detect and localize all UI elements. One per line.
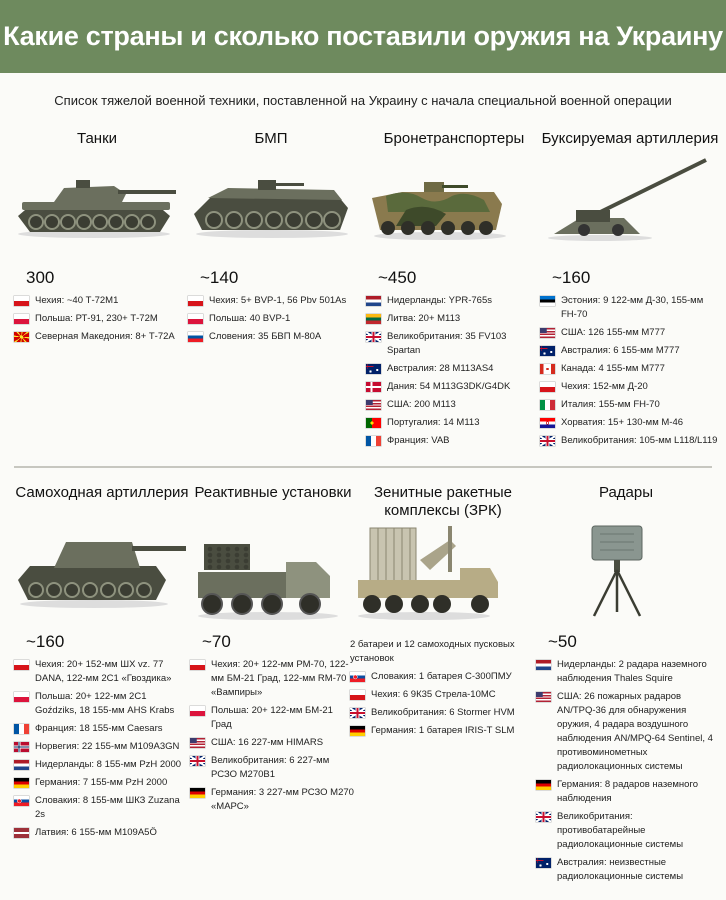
germany-flag — [190, 788, 205, 798]
radar-icon — [536, 520, 716, 626]
entry-text: Италия: 155-мм FH-70 — [561, 399, 660, 410]
page-title: Какие страны и сколько поставили оружия на Украину — [3, 21, 723, 51]
list-item — [366, 416, 542, 430]
list-item — [190, 704, 356, 732]
usa-flag — [190, 738, 205, 748]
howitzer-icon — [540, 152, 720, 262]
entry-text: Хорватия: 15+ 130-мм М-46 — [561, 417, 684, 428]
poland-flag — [188, 314, 203, 324]
page-subtitle: Список тяжелой военной техники, поставленной на Украину с начала специальной военной операции — [54, 93, 672, 108]
uk-flag — [350, 708, 365, 718]
germany-flag — [14, 778, 29, 788]
list-item — [190, 786, 356, 814]
list-item — [366, 312, 542, 326]
poland-flag — [14, 314, 29, 324]
estonia-flag — [540, 296, 555, 306]
entry-text: Австралия: 28 M113AS4 — [387, 363, 494, 374]
list-item — [14, 826, 190, 840]
country-list — [540, 294, 720, 448]
list-item — [350, 724, 536, 738]
entry-text: Латвия: 6 155-мм M109A5Ö — [35, 827, 157, 838]
list-item — [14, 658, 190, 686]
entry-text: Канада: 4 155-мм M777 — [561, 363, 665, 374]
entry-text: Германия: 1 батарея IRIS-T SLM — [371, 725, 515, 736]
category-radar — [536, 484, 716, 888]
entry-text: Словакия: 8 155-мм ШКЗ Zuzana 2s — [35, 795, 180, 820]
italy-flag — [540, 400, 555, 410]
czech-flag — [14, 660, 29, 670]
canada-flag — [540, 364, 555, 374]
entry-text: Чехия: 20+ 122-мм РМ-70, 122-мм БМ-21 Град, 122-мм RM-70 «Вампиры» — [211, 659, 349, 698]
australia-flag — [540, 346, 555, 356]
category-tanks — [14, 130, 180, 348]
portugal-flag — [366, 418, 381, 428]
france-flag — [366, 436, 381, 446]
uk-flag — [190, 756, 205, 766]
list-item — [540, 344, 720, 358]
list-item — [540, 380, 720, 394]
entry-text: США: 26 пожарных радаров AN/TPQ-36 для обнаружения оружия, 4 радара воздушного наблюдения AN/MPQ-64 Sentinel, 4 противоминометных радиолокационных системы — [557, 691, 713, 772]
netherlands-flag — [536, 660, 551, 670]
list-item — [366, 398, 542, 412]
category-count: ~450 — [378, 268, 417, 287]
list-item — [188, 294, 354, 308]
entry-text: Литва: 20+ М113 — [387, 313, 461, 324]
section-divider — [14, 466, 712, 468]
uk-flag — [540, 436, 555, 446]
list-item — [14, 740, 190, 754]
entry-text: Франция: 18 155-мм Caesars — [35, 723, 163, 734]
entry-text: США: 126 155-мм M777 — [561, 327, 666, 338]
entry-text: Дания: 54 M113G3DK/G4DK — [387, 381, 511, 392]
category-spa — [14, 484, 190, 844]
uk-flag — [536, 812, 551, 822]
czech-flag — [350, 690, 365, 700]
ifv-icon — [188, 152, 354, 262]
country-list — [14, 658, 190, 840]
category-ifv — [188, 130, 354, 348]
country-list — [366, 294, 542, 448]
entry-text: Польша: РТ-91, 230+ Т-72М — [35, 313, 158, 324]
list-item — [188, 312, 354, 326]
entry-text: Австралия: 6 155-мм М777 — [561, 345, 680, 356]
list-item — [366, 434, 542, 448]
entry-text: Португалия: 14 M113 — [387, 417, 480, 428]
entry-text: Великобритания: 6 Stormer HVM — [371, 707, 515, 718]
entry-text: Северная Македония: 8+ Т-72А — [35, 331, 175, 342]
country-list — [14, 294, 180, 344]
macedonia-flag — [14, 332, 29, 342]
list-item — [540, 294, 720, 322]
entry-text: Великобритания: 6 227-мм РСЗО M270B1 — [211, 755, 330, 780]
uk-flag — [366, 332, 381, 342]
entry-text: Германия: 8 радаров наземного наблюдения — [557, 779, 698, 804]
entry-text: Норвегия: 22 155-мм M109A3GN — [35, 741, 180, 752]
list-item — [540, 398, 720, 412]
list-item — [536, 690, 716, 774]
germany-flag — [536, 780, 551, 790]
list-item — [188, 330, 354, 344]
entry-text: Польша: 20+ 122-мм 2С1 Goździks, 18 155-мм AHS Krabs — [35, 691, 175, 716]
list-item — [190, 736, 356, 750]
entry-text: Чехия: ~40 Т-72М1 — [35, 295, 119, 306]
category-towed — [540, 130, 720, 452]
list-item — [350, 670, 536, 684]
category-title: Реактивные установки — [194, 484, 352, 501]
list-item — [540, 362, 720, 376]
poland-flag — [190, 706, 205, 716]
title-bar — [0, 0, 726, 73]
list-item — [536, 856, 716, 884]
category-count: ~70 — [202, 632, 231, 651]
list-item — [540, 416, 720, 430]
usa-flag — [540, 328, 555, 338]
category-count: ~140 — [200, 268, 239, 287]
category-count: ~160 — [26, 632, 65, 651]
slovenia-flag — [188, 332, 203, 342]
list-item — [190, 754, 356, 782]
czech-flag — [14, 296, 29, 306]
entry-text: США: 16 227-мм HIMARS — [211, 737, 324, 748]
country-list — [536, 658, 716, 884]
france-flag — [14, 724, 29, 734]
czech-flag — [190, 660, 205, 670]
entry-text: Нидерланды: 2 радара наземного наблюдения Thales Squire — [557, 659, 707, 684]
australia-flag — [536, 858, 551, 868]
entry-text: США: 200 М113 — [387, 399, 456, 410]
entry-text: Нидерланды: 8 155-мм PzH 2000 — [35, 759, 182, 770]
czech-flag — [540, 382, 555, 392]
category-count: ~50 — [548, 632, 577, 651]
list-item — [14, 758, 190, 772]
usa-flag — [536, 692, 551, 702]
list-item — [366, 380, 542, 394]
category-apc — [366, 130, 542, 452]
country-list — [190, 658, 356, 814]
denmark-flag — [366, 382, 381, 392]
category-title: Радары — [598, 484, 654, 501]
entry-text: Германия: 3 227-мм РСЗО М270 «МАРС» — [211, 787, 354, 812]
entry-text: Германия: 7 155-мм PzH 2000 — [35, 777, 168, 788]
list-item — [190, 658, 356, 700]
category-count: 300 — [26, 268, 55, 287]
entry-text: Эстония: 9 122-мм Д-30, 155-мм FH-70 — [561, 295, 704, 320]
list-item — [14, 690, 190, 718]
germany-flag — [350, 726, 365, 736]
croatia-flag — [540, 418, 555, 428]
category-title: Бронетранспортеры — [383, 130, 525, 147]
lithuania-flag — [366, 314, 381, 324]
country-list — [350, 670, 536, 738]
list-item — [14, 312, 180, 326]
entry-text: Словакия: 1 батарея С-300ПМУ — [371, 671, 512, 682]
entry-text: Нидерланды: YPR-765s — [387, 295, 492, 306]
list-item — [540, 434, 720, 448]
tank-icon — [14, 152, 180, 262]
category-title: Зенитные ракетные комплексы (ЗРК) — [373, 484, 513, 519]
entry-text: Франция: VAB — [387, 435, 450, 446]
list-item — [536, 778, 716, 806]
country-list — [188, 294, 354, 344]
category-note: 2 батареи и 12 самоходных пусковых установок — [350, 639, 515, 664]
entry-text: Чехия: 6 9К35 Стрела-10МС — [371, 689, 496, 700]
entry-text: Чехия: 5+ BVP-1, 56 Pbv 501As — [209, 295, 347, 306]
list-item — [14, 776, 190, 790]
category-count: ~160 — [552, 268, 591, 287]
entry-text: Чехия: 152-мм Д-20 — [561, 381, 648, 392]
netherlands-flag — [366, 296, 381, 306]
category-mlrs — [190, 484, 356, 818]
list-item — [350, 688, 536, 702]
entry-text: Словения: 35 БВП М-80А — [209, 331, 322, 342]
latvia-flag — [14, 828, 29, 838]
list-item — [536, 810, 716, 852]
list-item — [14, 722, 190, 736]
usa-flag — [366, 400, 381, 410]
spg-icon — [14, 520, 190, 626]
list-item — [366, 330, 542, 358]
category-title: Буксируемая артиллерия — [541, 130, 719, 147]
entry-text: Польша: 40 BVP-1 — [209, 313, 291, 324]
list-item — [350, 706, 536, 720]
list-item — [366, 362, 542, 376]
entry-text: Чехия: 20+ 152-мм ШХ vz. 77 DANA, 122-мм 2С1 «Гвоздика» — [35, 659, 172, 684]
list-item — [536, 658, 716, 686]
list-item — [366, 294, 542, 308]
australia-flag — [366, 364, 381, 374]
slovakia-flag — [14, 796, 29, 806]
list-item — [14, 294, 180, 308]
entry-text: Великобритания: противобатарейные радиолокационные системы — [557, 811, 684, 850]
entry-text: Польша: 20+ 122-мм БМ-21 Град — [211, 705, 333, 730]
list-item — [540, 326, 720, 340]
slovakia-flag — [350, 672, 365, 682]
category-sam — [350, 484, 536, 742]
list-item — [14, 330, 180, 344]
entry-text: Великобритания: 105-мм L118/L119 — [561, 435, 718, 446]
category-title: Танки — [76, 130, 118, 147]
category-title: Самоходная артиллерия — [15, 484, 189, 501]
mlrs-icon — [190, 520, 356, 626]
category-title: БМП — [254, 130, 288, 147]
sam-launcher-icon — [350, 520, 536, 626]
entry-text: Великобритания: 35 FV103 Spartan — [387, 331, 507, 356]
czech-flag — [188, 296, 203, 306]
norway-flag — [14, 742, 29, 752]
poland-flag — [14, 692, 29, 702]
apc-icon — [366, 152, 542, 262]
entry-text: Австралия: неизвестные радиолокационные системы — [557, 857, 684, 882]
list-item — [14, 794, 190, 822]
netherlands-flag — [14, 760, 29, 770]
